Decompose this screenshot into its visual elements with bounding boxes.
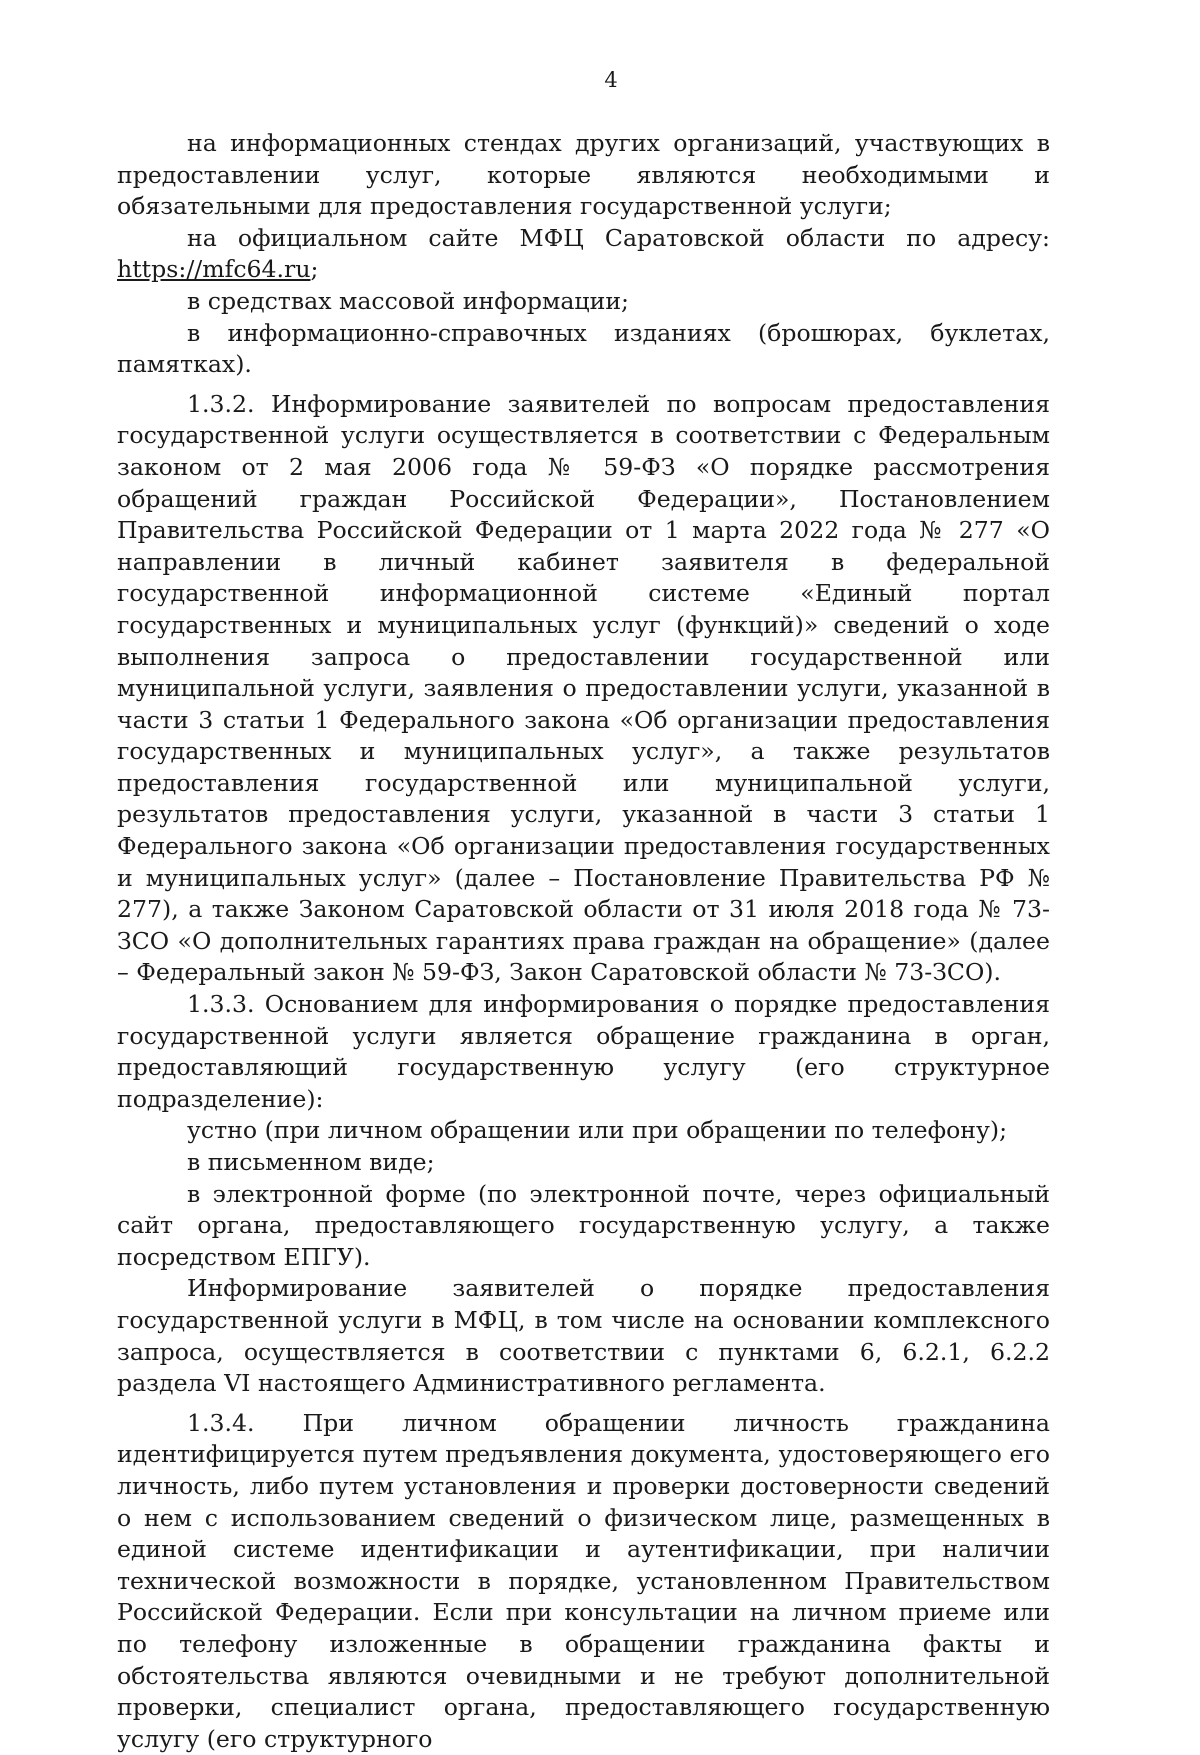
paragraph-oral: устно (при личном обращении или при обращении по телефону);: [187, 1116, 1008, 1145]
paragraph-mfc-informing: Информирование заявителей о порядке предоставления государственной услуги в МФЦ, в том числе на основании комплексного запроса, осуществляется в соответствии с пунктами 6, 6.2.1, 6.2.2 раздела VI настоящего Административного регламента.: [117, 1274, 1050, 1398]
document-body: [117, 128, 1050, 1755]
mfc-website-link[interactable]: https://mfc64.ru: [117, 255, 311, 284]
mfc-website-text: на официальном сайте МФЦ Саратовской области по адресу:: [187, 223, 1050, 252]
page-number: 4: [604, 68, 618, 92]
mfc-website-end: ;: [310, 255, 319, 284]
paragraph-written: в письменном виде;: [187, 1148, 435, 1176]
paragraph-info-stands: на информационных стендах других организаций, участвующих в предоставлении услуг, которые являются необходимыми и обязательными для предоставления государственной услуги;: [117, 129, 1050, 221]
paragraph-1-3-3: 1.3.3. Основанием для информирования о порядке предоставления государственной услуги является обращение гражданина в орган, предоставляющий государственную услугу (его структурное подразделение):: [117, 990, 1050, 1113]
paragraph-1-3-4: 1.3.4. При личном обращении личность гражданина идентифицируется путем предъявления документа, удостоверяющего его личность, либо путем установления и проверки достоверности сведений о нем с использованием сведений о физическом лице, размещенных в единой системе идентификации и аутентификации, при наличии технической возможности в порядке, установленном Правительством Российской Федерации. Если при консультации на личном приеме или по телефону изложенные в обращении гражданина факты и обстоятельства являются очевидными и не требуют дополнительной проверки, специалист органа, предоставляющего государственную услугу (его структурного: [117, 1408, 1050, 1753]
paragraph-mfc-website: [117, 223, 1050, 286]
paragraph-electronic: в электронной форме (по электронной почте, через официальный сайт органа, предоставляющего государственную услугу, а также посредством ЕПГУ).: [117, 1179, 1050, 1271]
paragraph-reference-editions: в информационно-справочных изданиях (брошюрах, буклетах, памятках).: [117, 318, 1050, 379]
paragraph-mass-media: в средствах массовой информации;: [187, 286, 629, 315]
paragraph-1-3-2: 1.3.2. Информирование заявителей по вопросам предоставления государственной услуги осуществляется в соответствии с Федеральным законом от 2 мая 2006 года № 59-ФЗ «О порядке рассмотрения обращений граждан Российской Федерации», Постановлением Правительства Российской Федерации от 1 марта 2022 года № 277 «О направлении в личный кабинет заявителя в федеральной государственной информационной системе «Единый портал государственных и муниципальных услуг (функций)» сведений о ходе выполнения запроса о предоставлении государственной или муниципальной услуги, заявления о предоставлении услуги, указанной в части 3 статьи 1 Федерального закона «Об организации предоставления государственных и муниципальных услуг», а также результатов предоставления государственной или муниципальной услуги, результатов предоставления услуги, указанной в части 3 статьи 1 Федерального закона «Об организации предоставления государственных и муниципальных услуг» (далее – Постановление Правительства РФ № 277), а также Законом Саратовской области от 31 июля 2018 года № 73-ЗСО «О дополнительных гарантиях права граждан на обращение» (далее – Федеральный закон № 59-ФЗ, Закон Саратовской области № 73-ЗСО).: [117, 389, 1050, 987]
